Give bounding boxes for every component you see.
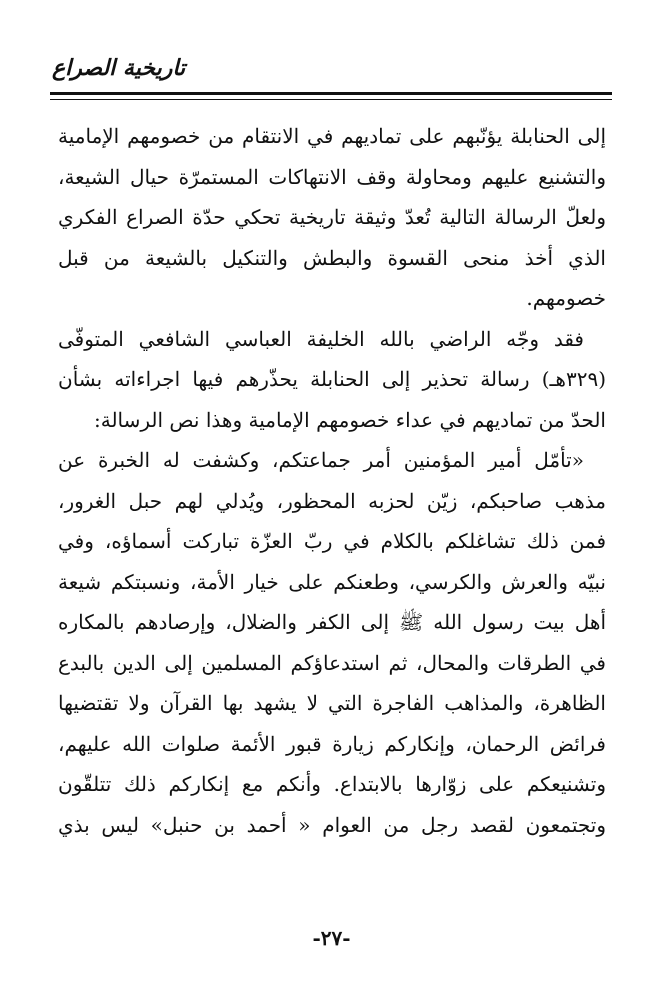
text-line: أهل بيت رسول الله ﷺ إلى الكفر والضلال، وإرصادهم بالمكاره: [58, 610, 606, 634]
text-line: ولعلّ الرسالة التالية تُعدّ وثيقة تاريخية تحكي حدّة الصراع الفكري: [58, 205, 606, 229]
header-rule-thick: [50, 92, 612, 95]
header-rule-thin: [50, 99, 612, 100]
text-line: وتجتمعون لقصد رجل من العوام « أحمد بن حنبل» ليس بذي: [58, 812, 606, 837]
page-number: -٢٧-: [312, 926, 351, 950]
text-line: إلى الحنابلة يؤنّبهم على تماديهم في الانتقام من خصومهم الإمامية: [58, 124, 606, 148]
text-line: الظاهرة، والمذاهب الفاجرة التي لا يشهد بها القرآن ولا تقتضيها: [58, 691, 606, 715]
text-line: نبيّه والعرش والكرسي، وطعنكم على خيار الأمة، ونسبتكم شيعة: [58, 569, 606, 594]
text-line: وتشنيعكم على زوّارها بالابتداع. وأنكم مع إنكاركم ذلك تتلقّون: [58, 772, 606, 796]
text-line: فقد وجّه الراضي بالله الخليفة العباسي الشافعي المتوفّى: [58, 326, 584, 351]
text-line: مذهب صاحبكم، زيّن لحزبه المحظور، ويُدلي لهم حبل الغرور،: [58, 488, 606, 513]
text-line: (٣٢٩هـ) رسالة تحذير إلى الحنابلة يحذّرهم فيها اجراءاته بشأن: [58, 367, 606, 391]
text-line: والتشنيع عليهم ومحاولة وقف الانتهاكات المستمرّة حيال الشيعة،: [58, 164, 606, 189]
text-line: فمن ذلك تشاغلكم بالكلام في ربّ العزّة تباركت أسماؤه، وفي: [58, 529, 606, 553]
text-line: «تأمّل أمير المؤمنين أمر جماعتكم، وكشفت له الخبرة عن: [58, 448, 584, 472]
text-line: فرائض الرحمان، وإنكاركم زيارة قبور الأئمة صلوات الله عليهم،: [58, 731, 606, 756]
text-line: في الطرقات والمحال، ثم استدعاؤكم المسلمين إلى الدين بالبدع: [58, 650, 606, 675]
text-line: الحدّ من تماديهم في عداء خصومهم الإمامية وهذا نص الرسالة:: [93, 407, 606, 432]
text-line: خصومهم.: [526, 286, 606, 310]
text-line: الذي أخذ منحى القسوة والبطش والتنكيل بالشيعة من قبل: [58, 245, 606, 270]
body-text: [58, 116, 606, 845]
running-header: [50, 52, 612, 92]
running-title: تاريخية الصراع: [52, 56, 186, 81]
